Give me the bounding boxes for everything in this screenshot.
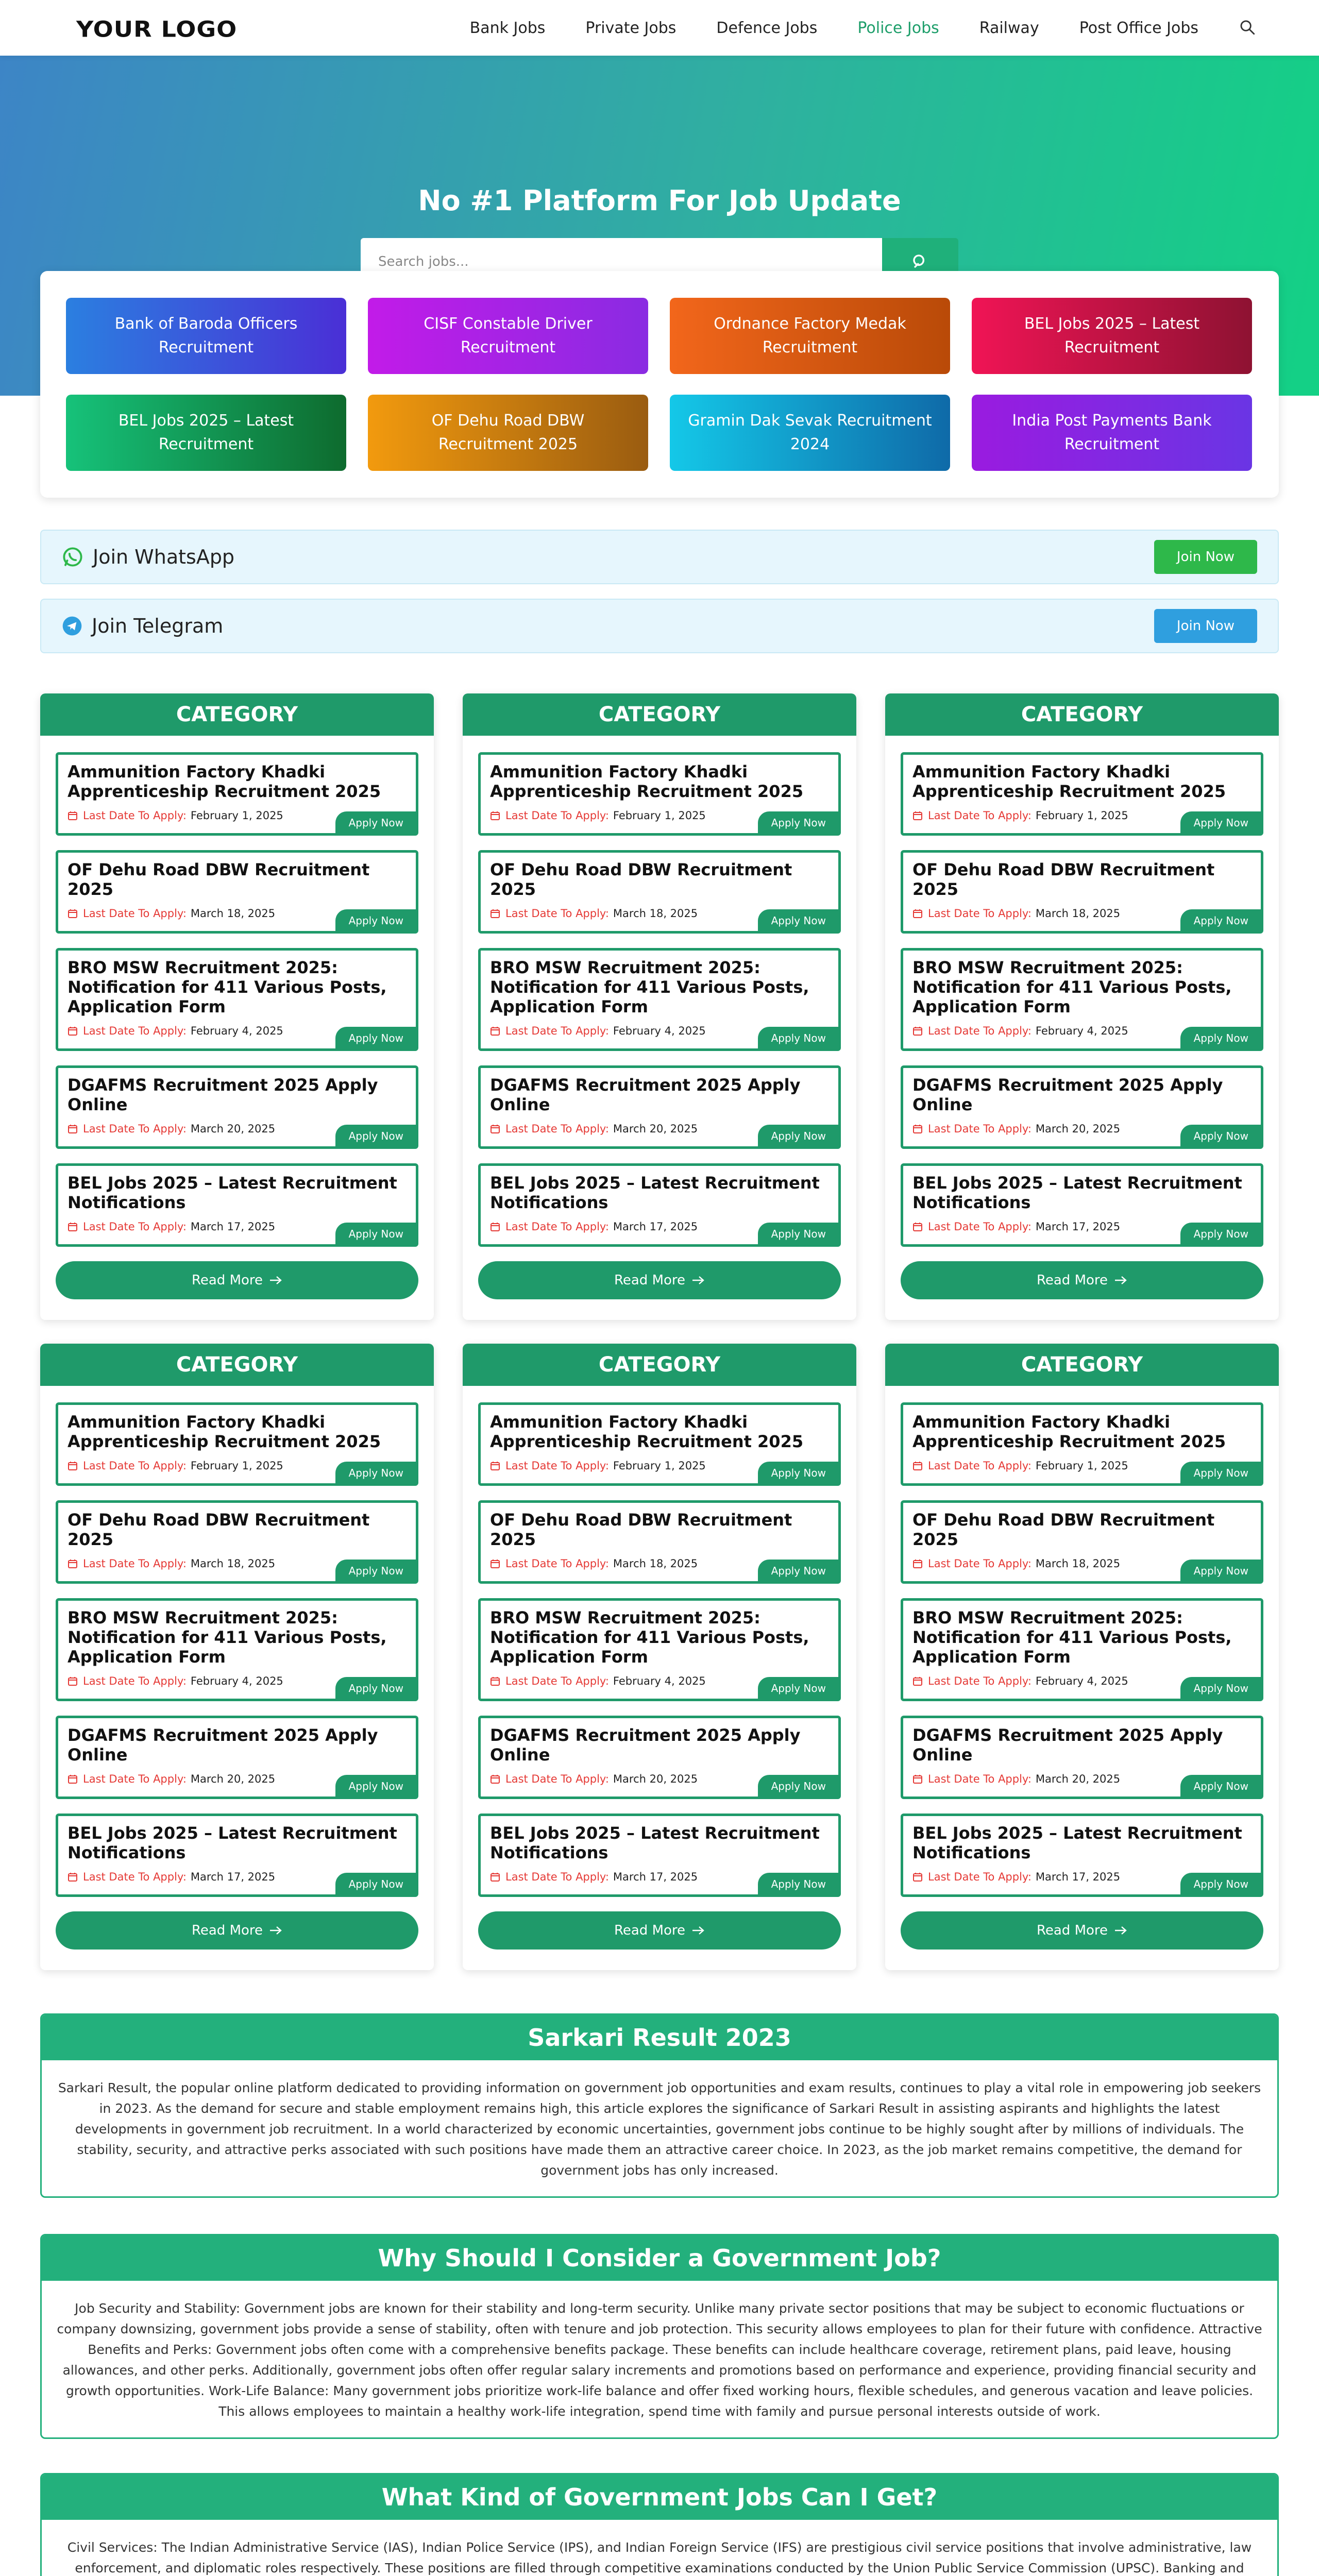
job-title[interactable]: BEL Jobs 2025 – Latest Recruitment Notifications <box>67 1823 397 1862</box>
nav-link-police-jobs[interactable]: Police Jobs <box>857 19 939 37</box>
category-card <box>40 693 434 1320</box>
deadline-label: Last Date To Apply: <box>928 1123 1031 1135</box>
job-title[interactable]: BRO MSW Recruitment 2025: Notification for 411 Various Posts, Application Form <box>912 1608 1232 1667</box>
job-title[interactable]: OF Dehu Road DBW Recruitment 2025 <box>912 860 1215 899</box>
featured-job-link[interactable]: Bank of Baroda Officers Recruitment <box>66 298 346 374</box>
job-item[interactable] <box>901 1500 1263 1584</box>
featured-job-link[interactable]: Gramin Dak Sevak Recruitment 2024 <box>670 395 950 471</box>
job-item[interactable] <box>56 1065 418 1149</box>
job-item[interactable] <box>56 948 418 1051</box>
calendar-icon <box>67 908 78 919</box>
calendar-icon <box>67 1774 78 1784</box>
deadline-label: Last Date To Apply: <box>505 1460 609 1472</box>
calendar-icon <box>67 1676 78 1686</box>
read-more-label: Read More <box>1036 1273 1108 1288</box>
calendar-icon <box>67 810 78 821</box>
arrow-right-icon <box>269 1926 282 1935</box>
apply-now-button[interactable]: Apply Now <box>1180 1677 1262 1700</box>
job-title[interactable]: OF Dehu Road DBW Recruitment 2025 <box>67 1510 370 1549</box>
job-title[interactable]: BEL Jobs 2025 – Latest Recruitment Notifications <box>912 1173 1242 1212</box>
read-more-label: Read More <box>614 1923 686 1938</box>
deadline-label: Last Date To Apply: <box>83 1025 187 1037</box>
deadline-label: Last Date To Apply: <box>505 1773 609 1785</box>
deadline-date: March 18, 2025 <box>1035 907 1121 920</box>
job-item[interactable] <box>901 1598 1263 1701</box>
calendar-icon <box>912 908 923 919</box>
join-whatsapp-bar <box>40 530 1279 584</box>
job-title[interactable]: BRO MSW Recruitment 2025: Notification for 411 Various Posts, Application Form <box>67 1608 387 1667</box>
deadline-date: February 4, 2025 <box>613 1675 706 1687</box>
deadline-date: March 17, 2025 <box>613 1221 698 1233</box>
job-item[interactable] <box>56 1402 418 1486</box>
job-title[interactable]: BRO MSW Recruitment 2025: Notification for 411 Various Posts, Application Form <box>490 1608 809 1667</box>
arrow-right-icon <box>691 1926 705 1935</box>
search-icon <box>1239 19 1256 36</box>
deadline-label: Last Date To Apply: <box>928 1773 1031 1785</box>
hero-title: No #1 Platform For Job Update <box>418 184 901 217</box>
apply-now-button[interactable]: Apply Now <box>758 1125 839 1147</box>
apply-now-button[interactable]: Apply Now <box>758 1873 839 1895</box>
job-item[interactable] <box>478 1814 841 1897</box>
deadline-date: February 1, 2025 <box>613 1460 706 1472</box>
info-section-body: Job Security and Stability: Government jobs are known for their stability and long-term security. Unlike many private sector positions that may be subject to economic fluctuations or company downsizing, government jobs provide a sense of stability, often with tenure and job protection. This security allows employees to plan for their future with confidence. Attractive Benefits and Perks: Government jobs often come with a comprehensive benefits package. These benefits can include healthcare coverage, retirement plans, paid leave, housing allowances, and other perks. Additionally, government jobs often offer regular salary increments and promotions based on performance and experience, providing financial security and growth opportunities. Work-Life Balance: Many government jobs prioritize work-life balance and offer fixed working hours, flexible schedules, and generous vacation and leave policies. This allows employees to maintain a healthy work-life integration, spend time with family and pursue personal interests outside of work. <box>57 2301 1262 2419</box>
deadline-label: Last Date To Apply: <box>505 1221 609 1233</box>
job-item[interactable] <box>901 1065 1263 1149</box>
job-title[interactable]: DGAFMS Recruitment 2025 Apply Online <box>67 1725 378 1765</box>
info-section-why-government-job <box>40 2234 1279 2439</box>
deadline-label: Last Date To Apply: <box>928 1460 1031 1472</box>
deadline-date: March 17, 2025 <box>1035 1221 1121 1233</box>
info-section-body: Civil Services: The Indian Administrative Service (IAS), Indian Police Service (IPS), and Indian Foreign Service (IFS) are prestigious civil service positions that involve administrative, law enforcement, and diplomatic roles respectively. These positions are filled through competitive examinations conducted by the Union Public Service Commission (UPSC). Banking and <box>67 2540 1252 2575</box>
deadline-date: March 20, 2025 <box>1035 1123 1121 1135</box>
info-section-body: Sarkari Result, the popular online platform dedicated to providing information on government job opportunities and exam results, continues to play a vital role in empowering job seekers in 2023. As the demand for secure and stable employment remains high, this article explores the significance of Sarkari Result in assisting aspirants and highlights the latest developments in government job recruitment. In a world characterized by economic uncertainties, government jobs continue to be highly sought after by millions of individuals. The stability, security, and attractive perks associated with such positions have made them an attractive career choice. In 2023, as the job market remains competitive, the demand for government jobs has only increased. <box>58 2080 1261 2178</box>
nav-link-railway[interactable]: Railway <box>979 19 1039 37</box>
deadline-date: March 20, 2025 <box>1035 1773 1121 1785</box>
apply-now-button[interactable]: Apply Now <box>1180 1873 1262 1895</box>
read-more-button[interactable] <box>478 1261 841 1299</box>
job-item[interactable] <box>56 1598 418 1701</box>
deadline-date: February 1, 2025 <box>190 1460 283 1472</box>
job-item[interactable] <box>56 1163 418 1247</box>
apply-now-button[interactable]: Apply Now <box>1180 1462 1262 1484</box>
deadline-date: February 1, 2025 <box>1035 809 1128 822</box>
apply-now-button[interactable]: Apply Now <box>758 1027 839 1049</box>
apply-now-button[interactable]: Apply Now <box>1180 1125 1262 1147</box>
telegram-icon <box>62 616 82 636</box>
calendar-icon <box>67 1124 78 1134</box>
job-title[interactable]: Ammunition Factory Khadki Apprenticeship Recruitment 2025 <box>490 1412 804 1451</box>
job-title[interactable]: Ammunition Factory Khadki Apprenticeship Recruitment 2025 <box>912 1412 1226 1451</box>
apply-now-button[interactable]: Apply Now <box>758 1677 839 1700</box>
whatsapp-icon <box>62 546 83 568</box>
deadline-date: February 1, 2025 <box>190 809 283 822</box>
deadline-label: Last Date To Apply: <box>928 907 1031 920</box>
calendar-icon <box>490 1558 500 1569</box>
deadline-label: Last Date To Apply: <box>505 1025 609 1037</box>
calendar-icon <box>912 1026 923 1036</box>
arrow-right-icon <box>1114 1276 1127 1285</box>
calendar-icon <box>912 1774 923 1784</box>
job-title[interactable]: OF Dehu Road DBW Recruitment 2025 <box>912 1510 1215 1549</box>
deadline-date: March 17, 2025 <box>1035 1871 1121 1883</box>
featured-job-link[interactable]: Ordnance Factory Medak Recruitment <box>670 298 950 374</box>
featured-job-link[interactable]: India Post Payments Bank Recruitment <box>972 395 1252 471</box>
job-item[interactable] <box>478 752 841 836</box>
join-whatsapp-button[interactable]: Join Now <box>1154 540 1257 574</box>
deadline-date: March 18, 2025 <box>613 907 698 920</box>
job-title[interactable]: BEL Jobs 2025 – Latest Recruitment Notifications <box>67 1173 397 1212</box>
apply-now-button[interactable]: Apply Now <box>335 1223 417 1245</box>
job-title[interactable]: BEL Jobs 2025 – Latest Recruitment Notifications <box>490 1173 820 1212</box>
category-card <box>885 693 1279 1320</box>
calendar-icon <box>912 1222 923 1232</box>
read-more-button[interactable] <box>56 1911 418 1950</box>
featured-jobs-grid <box>66 298 1253 471</box>
deadline-label: Last Date To Apply: <box>928 1025 1031 1037</box>
apply-now-button[interactable]: Apply Now <box>1180 1560 1262 1582</box>
calendar-icon <box>67 1222 78 1232</box>
job-item[interactable] <box>56 1500 418 1584</box>
job-item[interactable] <box>901 752 1263 836</box>
site-logo[interactable] <box>76 15 237 43</box>
job-item[interactable] <box>901 948 1263 1051</box>
join-telegram-label: Join Telegram <box>92 615 224 637</box>
job-title[interactable]: DGAFMS Recruitment 2025 Apply Online <box>912 1075 1223 1114</box>
read-more-button[interactable] <box>901 1911 1263 1950</box>
apply-now-button[interactable]: Apply Now <box>335 1677 417 1700</box>
apply-now-button[interactable]: Apply Now <box>335 1027 417 1049</box>
deadline-date: February 4, 2025 <box>613 1025 706 1037</box>
job-item[interactable] <box>901 1163 1263 1247</box>
read-more-button[interactable] <box>56 1261 418 1299</box>
read-more-label: Read More <box>1036 1923 1108 1938</box>
calendar-icon <box>490 1026 500 1036</box>
calendar-icon <box>490 1461 500 1471</box>
job-item[interactable] <box>56 850 418 934</box>
deadline-date: March 17, 2025 <box>190 1221 276 1233</box>
deadline-date: March 20, 2025 <box>613 1773 698 1785</box>
featured-job-link[interactable]: BEL Jobs 2025 – Latest Recruitment <box>972 298 1252 374</box>
deadline-label: Last Date To Apply: <box>83 1675 187 1687</box>
calendar-icon <box>912 810 923 821</box>
apply-now-button[interactable]: Apply Now <box>335 1873 417 1895</box>
category-title: CATEGORY <box>885 1344 1279 1386</box>
job-item[interactable] <box>478 948 841 1051</box>
calendar-icon <box>67 1872 78 1882</box>
apply-now-button[interactable]: Apply Now <box>335 1775 417 1798</box>
deadline-date: February 1, 2025 <box>1035 1460 1128 1472</box>
deadline-label: Last Date To Apply: <box>505 1123 609 1135</box>
read-more-button[interactable] <box>901 1261 1263 1299</box>
apply-now-button[interactable]: Apply Now <box>758 909 839 932</box>
deadline-label: Last Date To Apply: <box>83 1221 187 1233</box>
arrow-right-icon <box>1114 1926 1127 1935</box>
join-telegram-bar <box>40 599 1279 653</box>
category-card <box>40 1344 434 1970</box>
job-item[interactable] <box>478 1402 841 1486</box>
read-more-label: Read More <box>191 1273 263 1288</box>
info-section-title: What Kind of Government Jobs Can I Get? <box>42 2475 1277 2520</box>
info-section-sarkari-result <box>40 2013 1279 2198</box>
read-more-label: Read More <box>191 1923 263 1938</box>
job-title[interactable]: Ammunition Factory Khadki Apprenticeship Recruitment 2025 <box>490 762 804 801</box>
apply-now-button[interactable]: Apply Now <box>335 1560 417 1582</box>
apply-now-button[interactable]: Apply Now <box>758 1560 839 1582</box>
calendar-icon <box>490 1222 500 1232</box>
deadline-label: Last Date To Apply: <box>83 1123 187 1135</box>
job-title[interactable]: DGAFMS Recruitment 2025 Apply Online <box>67 1075 378 1114</box>
category-title: CATEGORY <box>40 693 434 736</box>
nav-link-defence-jobs[interactable]: Defence Jobs <box>716 19 818 37</box>
job-item[interactable] <box>478 1716 841 1799</box>
deadline-label: Last Date To Apply: <box>928 1557 1031 1570</box>
job-title[interactable]: DGAFMS Recruitment 2025 Apply Online <box>490 1725 801 1765</box>
deadline-date: March 20, 2025 <box>190 1773 276 1785</box>
deadline-date: March 20, 2025 <box>190 1123 276 1135</box>
deadline-label: Last Date To Apply: <box>928 1675 1031 1687</box>
deadline-date: March 18, 2025 <box>190 1557 276 1570</box>
deadline-date: February 4, 2025 <box>190 1675 283 1687</box>
job-item[interactable] <box>478 1065 841 1149</box>
calendar-icon <box>490 1774 500 1784</box>
deadline-date: February 4, 2025 <box>1035 1675 1128 1687</box>
calendar-icon <box>490 908 500 919</box>
info-section-kind-of-jobs <box>40 2473 1279 2576</box>
job-title[interactable]: Ammunition Factory Khadki Apprenticeship Recruitment 2025 <box>912 762 1226 801</box>
deadline-date: March 17, 2025 <box>190 1871 276 1883</box>
calendar-icon <box>67 1558 78 1569</box>
job-title[interactable]: Ammunition Factory Khadki Apprenticeship Recruitment 2025 <box>67 762 381 801</box>
apply-now-button[interactable]: Apply Now <box>758 1462 839 1484</box>
featured-job-link[interactable]: OF Dehu Road DBW Recruitment 2025 <box>368 395 648 471</box>
arrow-right-icon <box>691 1276 705 1285</box>
search-icon <box>911 253 929 270</box>
category-card <box>885 1344 1279 1970</box>
calendar-icon <box>912 1676 923 1686</box>
job-title[interactable]: Ammunition Factory Khadki Apprenticeship Recruitment 2025 <box>67 1412 381 1451</box>
deadline-date: March 18, 2025 <box>1035 1557 1121 1570</box>
apply-now-button[interactable]: Apply Now <box>1180 1027 1262 1049</box>
job-item[interactable] <box>478 1163 841 1247</box>
job-title[interactable]: DGAFMS Recruitment 2025 Apply Online <box>490 1075 801 1114</box>
apply-now-button[interactable]: Apply Now <box>758 1775 839 1798</box>
featured-job-link[interactable]: CISF Constable Driver Recruitment <box>368 298 648 374</box>
job-item[interactable] <box>56 1716 418 1799</box>
apply-now-button[interactable]: Apply Now <box>1180 811 1262 834</box>
deadline-date: March 18, 2025 <box>613 1557 698 1570</box>
job-title[interactable]: BRO MSW Recruitment 2025: Notification for 411 Various Posts, Application Form <box>67 958 387 1016</box>
calendar-icon <box>490 810 500 821</box>
read-more-button[interactable] <box>478 1911 841 1950</box>
join-whatsapp-label: Join WhatsApp <box>93 546 235 568</box>
category-title: CATEGORY <box>463 693 856 736</box>
calendar-icon <box>490 1872 500 1882</box>
apply-now-button[interactable]: Apply Now <box>758 811 839 834</box>
read-more-label: Read More <box>614 1273 686 1288</box>
deadline-label: Last Date To Apply: <box>505 1557 609 1570</box>
deadline-label: Last Date To Apply: <box>928 809 1031 822</box>
nav-link-private-jobs[interactable]: Private Jobs <box>585 19 677 37</box>
calendar-icon <box>67 1026 78 1036</box>
job-item[interactable] <box>56 752 418 836</box>
main-nav <box>430 0 1257 56</box>
deadline-date: March 20, 2025 <box>613 1123 698 1135</box>
job-title[interactable]: BEL Jobs 2025 – Latest Recruitment Notifications <box>912 1823 1242 1862</box>
deadline-date: March 18, 2025 <box>190 907 276 920</box>
job-item[interactable] <box>478 850 841 934</box>
calendar-icon <box>490 1676 500 1686</box>
category-card <box>463 693 856 1320</box>
featured-job-link[interactable]: BEL Jobs 2025 – Latest Recruitment <box>66 395 346 471</box>
logo-text: YOUR LOGO <box>76 16 238 42</box>
job-title[interactable]: BEL Jobs 2025 – Latest Recruitment Notifications <box>490 1823 820 1862</box>
calendar-icon <box>912 1558 923 1569</box>
arrow-right-icon <box>269 1276 282 1285</box>
info-section-title: Sarkari Result 2023 <box>42 2015 1277 2060</box>
calendar-icon <box>490 1124 500 1134</box>
site-header <box>0 0 1319 56</box>
deadline-label: Last Date To Apply: <box>83 1557 187 1570</box>
calendar-icon <box>912 1461 923 1471</box>
join-telegram-button[interactable]: Join Now <box>1154 609 1257 643</box>
deadline-date: March 17, 2025 <box>613 1871 698 1883</box>
info-section-title: Why Should I Consider a Government Job? <box>42 2235 1277 2281</box>
job-item[interactable] <box>901 850 1263 934</box>
job-item[interactable] <box>901 1402 1263 1486</box>
apply-now-button[interactable]: Apply Now <box>1180 909 1262 932</box>
category-title: CATEGORY <box>885 693 1279 736</box>
apply-now-button[interactable]: Apply Now <box>335 1125 417 1147</box>
job-item[interactable] <box>901 1716 1263 1799</box>
apply-now-button[interactable]: Apply Now <box>1180 1223 1262 1245</box>
apply-now-button[interactable]: Apply Now <box>1180 1775 1262 1798</box>
deadline-date: February 4, 2025 <box>1035 1025 1128 1037</box>
nav-link-post-office-jobs[interactable]: Post Office Jobs <box>1079 19 1198 37</box>
deadline-label: Last Date To Apply: <box>505 809 609 822</box>
job-title[interactable]: BRO MSW Recruitment 2025: Notification for 411 Various Posts, Application Form <box>912 958 1232 1016</box>
apply-now-button[interactable]: Apply Now <box>335 909 417 932</box>
calendar-icon <box>912 1124 923 1134</box>
job-title[interactable]: BRO MSW Recruitment 2025: Notification for 411 Various Posts, Application Form <box>490 958 809 1016</box>
deadline-label: Last Date To Apply: <box>928 1871 1031 1883</box>
calendar-icon <box>67 1461 78 1471</box>
deadline-date: February 4, 2025 <box>190 1025 283 1037</box>
deadline-label: Last Date To Apply: <box>505 1871 609 1883</box>
job-title[interactable]: DGAFMS Recruitment 2025 Apply Online <box>912 1725 1223 1765</box>
job-title[interactable]: OF Dehu Road DBW Recruitment 2025 <box>490 860 792 899</box>
category-title: CATEGORY <box>40 1344 434 1386</box>
apply-now-button[interactable]: Apply Now <box>335 1462 417 1484</box>
deadline-label: Last Date To Apply: <box>83 1773 187 1785</box>
job-item[interactable] <box>478 1598 841 1701</box>
calendar-icon <box>912 1872 923 1882</box>
deadline-date: February 1, 2025 <box>613 809 706 822</box>
job-item[interactable] <box>478 1500 841 1584</box>
deadline-label: Last Date To Apply: <box>928 1221 1031 1233</box>
category-title: CATEGORY <box>463 1344 856 1386</box>
job-title[interactable]: OF Dehu Road DBW Recruitment 2025 <box>67 860 370 899</box>
job-title[interactable]: OF Dehu Road DBW Recruitment 2025 <box>490 1510 792 1549</box>
header-search-button[interactable] <box>1239 19 1257 37</box>
deadline-label: Last Date To Apply: <box>83 809 187 822</box>
job-item[interactable] <box>901 1814 1263 1897</box>
apply-now-button[interactable]: Apply Now <box>758 1223 839 1245</box>
job-item[interactable] <box>56 1814 418 1897</box>
deadline-label: Last Date To Apply: <box>83 907 187 920</box>
deadline-label: Last Date To Apply: <box>505 1675 609 1687</box>
nav-link-bank-jobs[interactable]: Bank Jobs <box>469 19 546 37</box>
deadline-label: Last Date To Apply: <box>505 907 609 920</box>
deadline-label: Last Date To Apply: <box>83 1460 187 1472</box>
deadline-label: Last Date To Apply: <box>83 1871 187 1883</box>
apply-now-button[interactable]: Apply Now <box>335 811 417 834</box>
category-card <box>463 1344 856 1970</box>
featured-jobs-box <box>40 271 1279 498</box>
